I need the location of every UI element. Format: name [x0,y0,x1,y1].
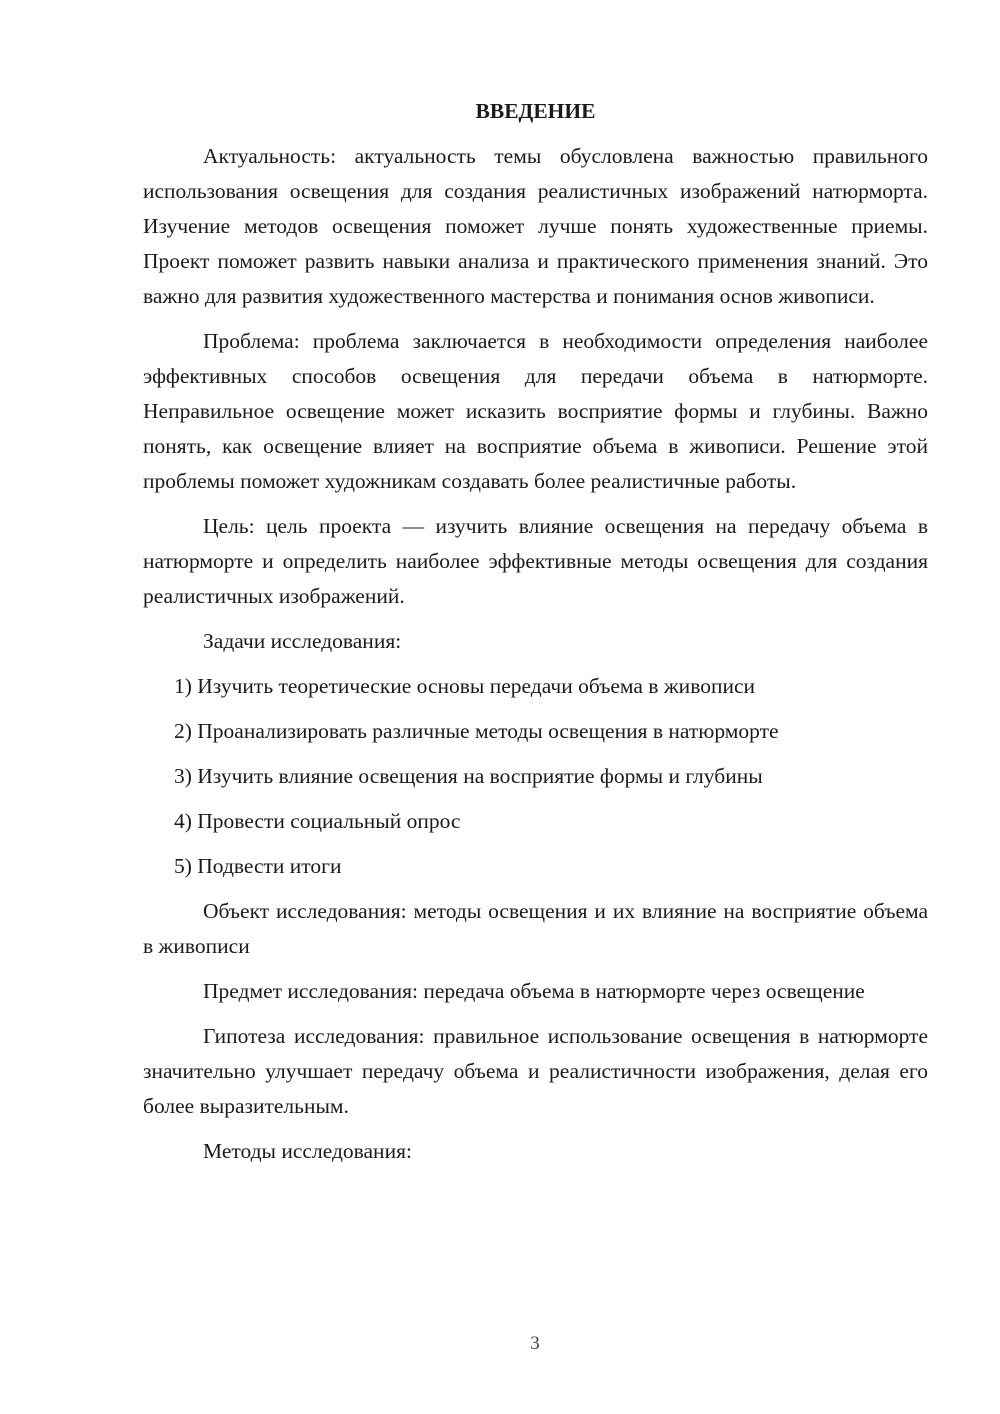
list-item: 5) Подвести итоги [174,854,342,878]
section-title: ВВЕДЕНИЕ [475,99,596,123]
tasks-list [143,669,928,884]
methods-heading: Методы исследования: [203,1139,412,1163]
paragraph-object: Объект исследования: методы освещения и их влияние на восприятие объема в живописи [143,899,928,958]
list-item: 1) Изучить теоретические основы передачи объема в живописи [174,674,756,698]
paragraph-problem: Проблема: проблема заключается в необходимости определения наиболее эффективных способов освещения для передачи объема в натюрморте. Неправильное освещение может исказить восприятие формы и глубины. Важно понять, как освещение влияет на восприятие объема в живописи. Решение этой проблемы поможет художникам создавать более реалистичные работы. [143,329,928,493]
list-item: 2) Проанализировать различные методы освещения в натюрморте [174,719,779,743]
paragraph-subject: Предмет исследования: передача объема в натюрморте через освещение [203,979,865,1003]
paragraph-hypothesis: Гипотеза исследования: правильное использование освещения в натюрморте значительно улучшает передачу объема и реалистичности изображения, делая его более выразительным. [143,1024,928,1118]
list-item: 4) Провести социальный опрос [174,809,461,833]
paragraph-goal: Цель: цель проекта — изучить влияние освещения на передачу объема в натюрморте и определить наиболее эффективные методы освещения для создания реалистичных изображений. [143,514,928,608]
document-page [143,95,928,1179]
page-number: 3 [530,1333,540,1354]
list-item: 3) Изучить влияние освещения на восприятие формы и глубины [174,764,763,788]
tasks-heading: Задачи исследования: [203,629,402,653]
paragraph-relevance: Актуальность: актуальность темы обусловлена важностью правильного использования освещения для создания реалистичных изображений натюрморта. Изучение методов освещения поможет лучше понять художественные приемы. Проект поможет развить навыки анализа и практического применения знаний. Это важно для развития художественного мастерства и понимания основ живописи. [143,144,928,308]
